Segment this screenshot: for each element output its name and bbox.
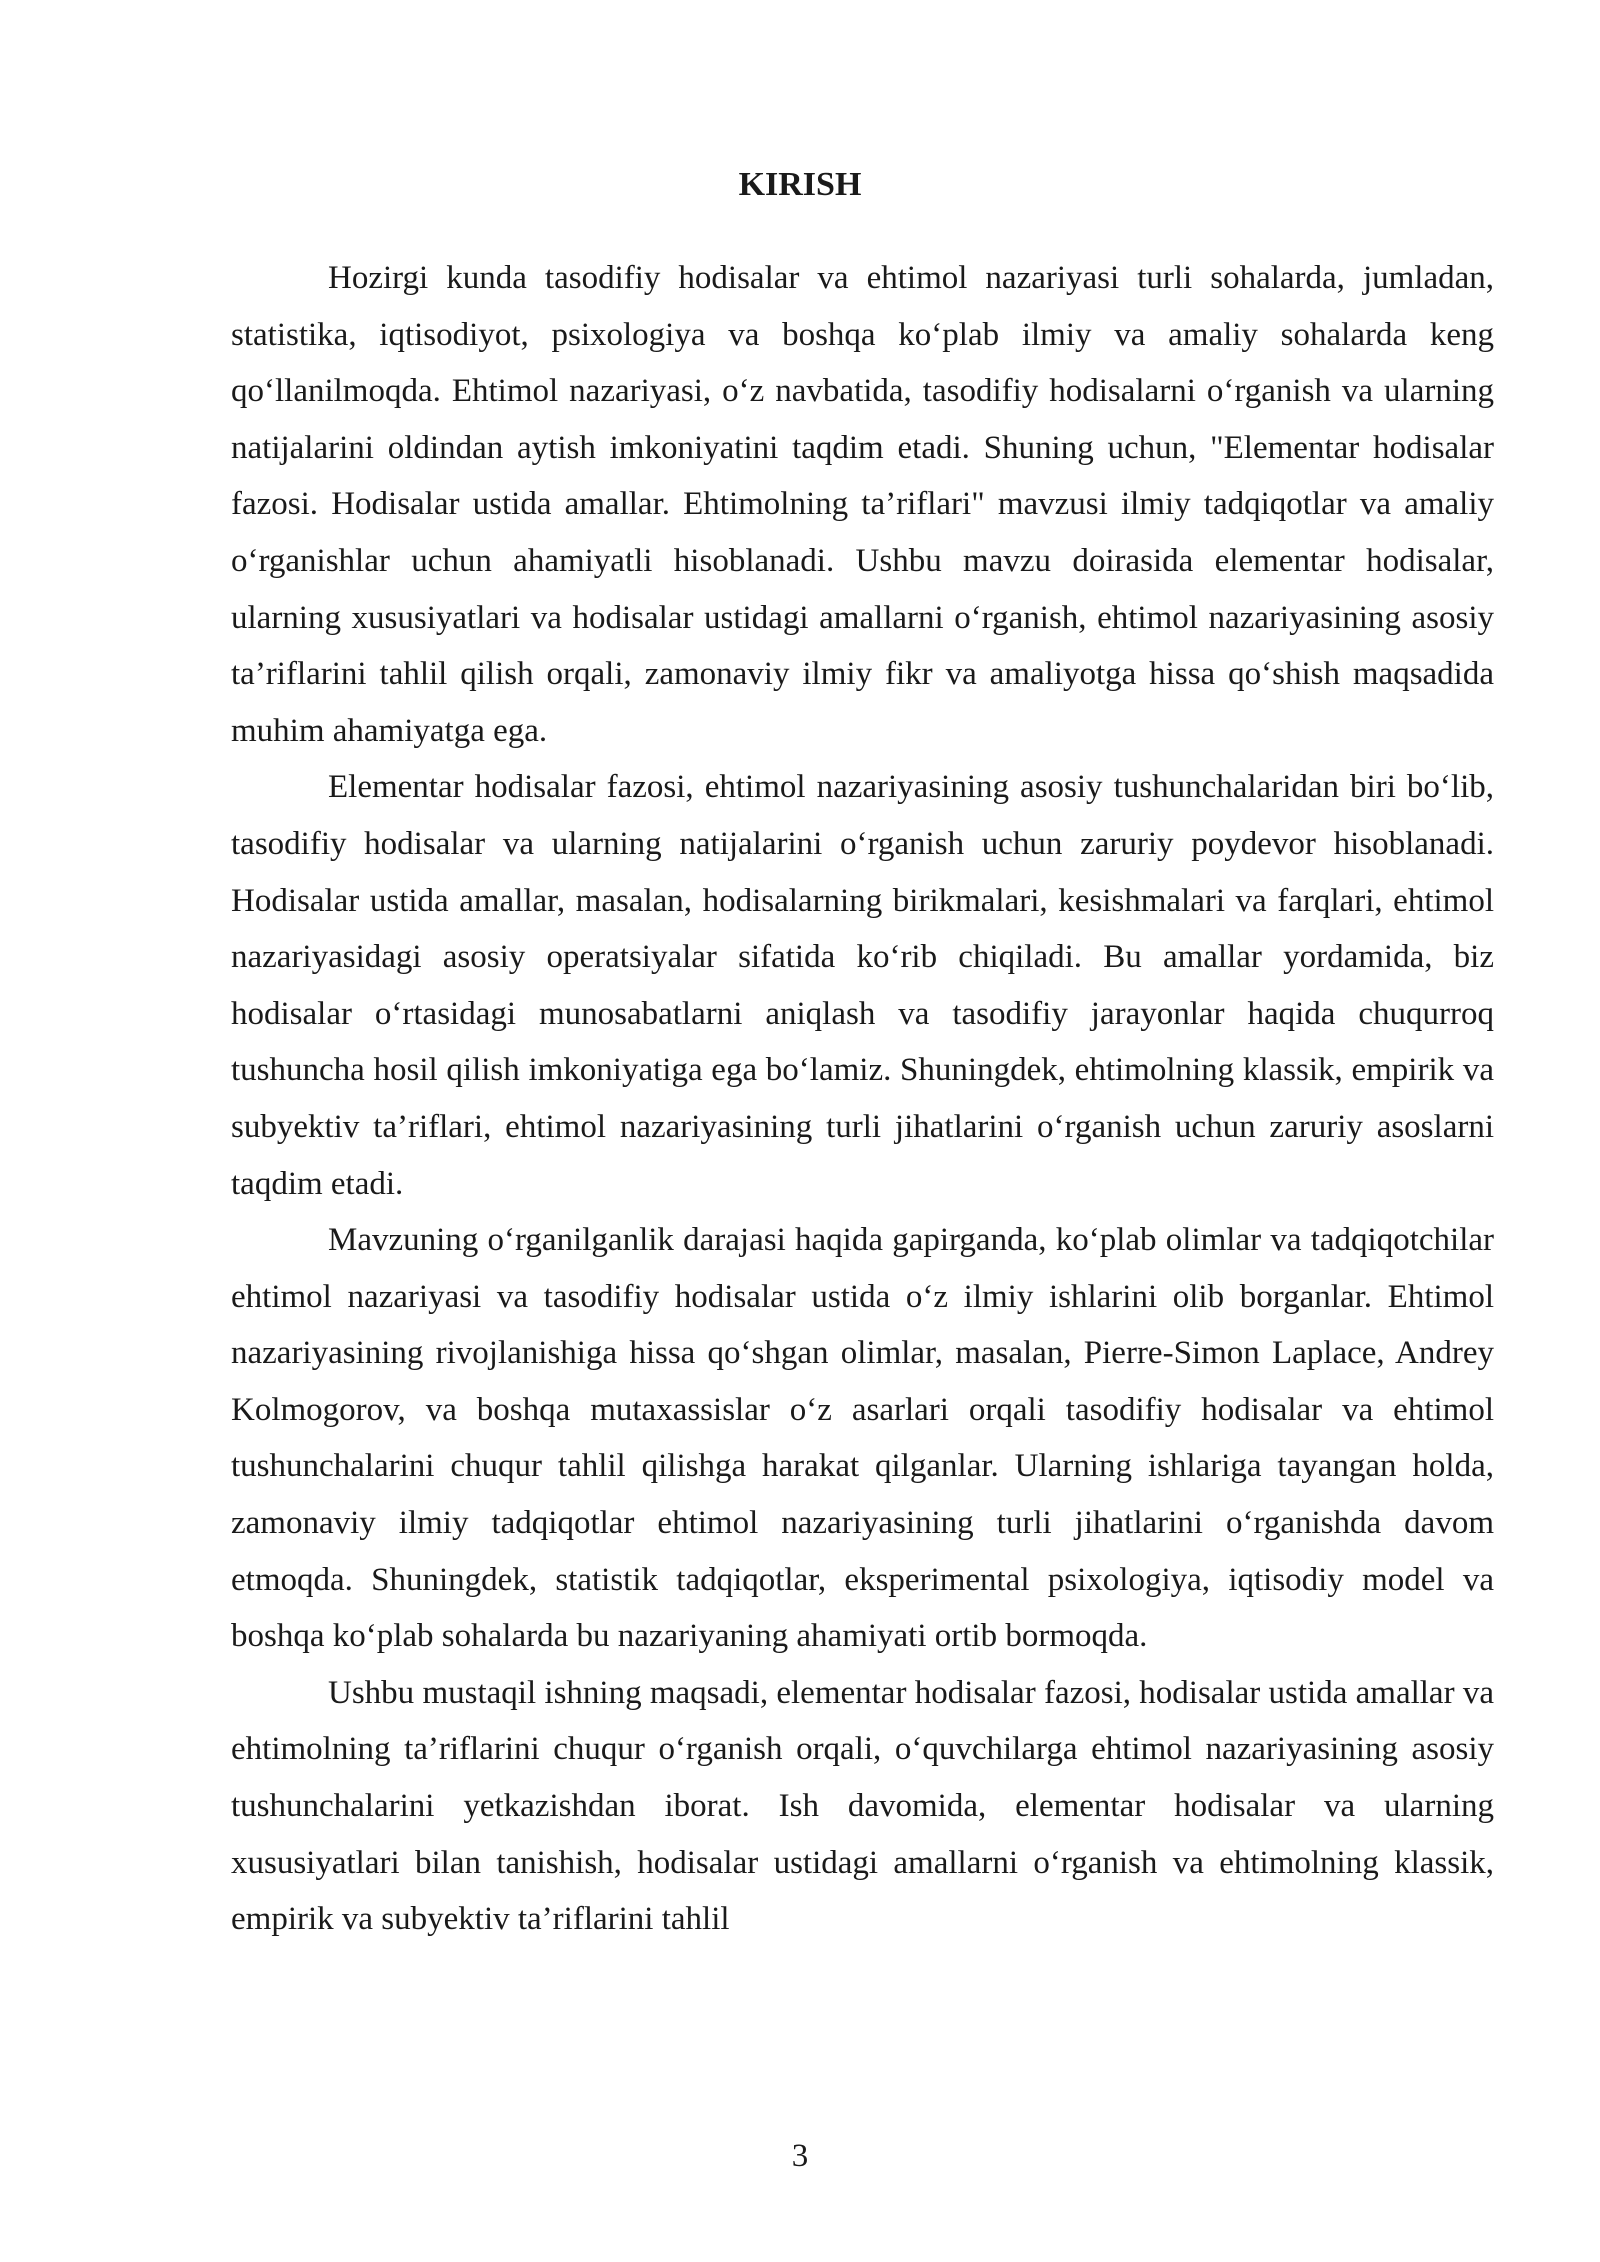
paragraph-2: Elementar hodisalar fazosi, ehtimol nazariyasining asosiy tushunchalaridan biri bo‘lib, tasodifiy hodisalar va ularning natijalarini o‘rganish uchun zaruriy poydevor hisoblanadi. Hodisalar ustida amallar, masalan, hodisalarning birikmalari, kesishmalari va farqlari, ehtimol nazariyasidagi asosiy operatsiyalar sifatida ko‘rib chiqiladi. Bu amallar yordamida, biz hodisalar o‘rtasidagi munosabatlarni aniqlash va tasodifiy jarayonlar haqida chuqurroq tushuncha hosil qilish imkoniyatiga ega bo‘lamiz. Shuningdek, ehtimolning klassik, empirik va subyektiv ta’riflari, ehtimol nazariyasining turli jihatlarini o‘rganish uchun zaruriy asoslarni taqdim etadi.: [231, 769, 1494, 1202]
page-number: 3: [791, 2138, 809, 2174]
page-title: KIRISH: [738, 166, 862, 203]
paragraph-3: Mavzuning o‘rganilganlik darajasi haqida gapirganda, ko‘plab olimlar va tadqiqotchilar ehtimol nazariyasi va tasodifiy hodisalar ustida o‘z ilmiy ishlarini olib borganlar. Ehtimol nazariyasining rivojlanishiga hissa qo‘shgan olimlar, masalan, Pierre-Simon Laplace, Andrey Kolmogorov, va boshqa mutaxassislar o‘z asarlari orqali tasodifiy hodisalar va ehtimol tushunchalarini chuqur tahlil qilishga harakat qilganlar. Ularning ishlariga tayangan holda, zamonaviy ilmiy tadqiqotlar ehtimol nazariyasining turli jihatlarini o‘rganishda davom etmoqda. Shuningdek, statistik tadqiqotlar, eksperimental psixologiya, iqtisodiy model va boshqa ko‘plab sohalarda bu nazariyaning ahamiyati ortib bormoqda.: [231, 1222, 1494, 1655]
body-text: [231, 250, 1494, 1948]
paragraph-4: Ushbu mustaqil ishning maqsadi, elementar hodisalar fazosi, hodisalar ustida amallar va ehtimolning ta’riflarini chuqur o‘rganish orqali, o‘quvchilarga ehtimol nazariyasining asosiy tushunchalarini yetkazishdan iborat. Ish davomida, elementar hodisalar va ularning xususiyatlari bilan tanishish, hodisalar ustidagi amallarni o‘rganish va ehtimolning klassik, empirik va subyektiv ta’riflarini tahlil: [231, 1674, 1494, 1938]
paragraph-1: Hozirgi kunda tasodifiy hodisalar va ehtimol nazariyasi turli sohalarda, jumladan, statistika, iqtisodiyot, psixologiya va boshqa ko‘plab ilmiy va amaliy sohalarda keng qo‘llanilmoqda. Ehtimol nazariyasi, o‘z navbatida, tasodifiy hodisalarni o‘rganish va ularning natijalarini oldindan aytish imkoniyatini taqdim etadi. Shuning uchun, "Elementar hodisalar fazosi. Hodisalar ustida amallar. Ehtimolning ta’riflari" mavzusi ilmiy tadqiqotlar va amaliy o‘rganishlar uchun ahamiyatli hisoblanadi. Ushbu mavzu doirasida elementar hodisalar, ularning xususiyatlari va hodisalar ustidagi amallarni o‘rganish, ehtimol nazariyasining asosiy ta’riflarini tahlil qilish orqali, zamonaviy ilmiy fikr va amaliyotga hissa qo‘shish maqsadida muhim ahamiyatga ega.: [231, 260, 1494, 749]
